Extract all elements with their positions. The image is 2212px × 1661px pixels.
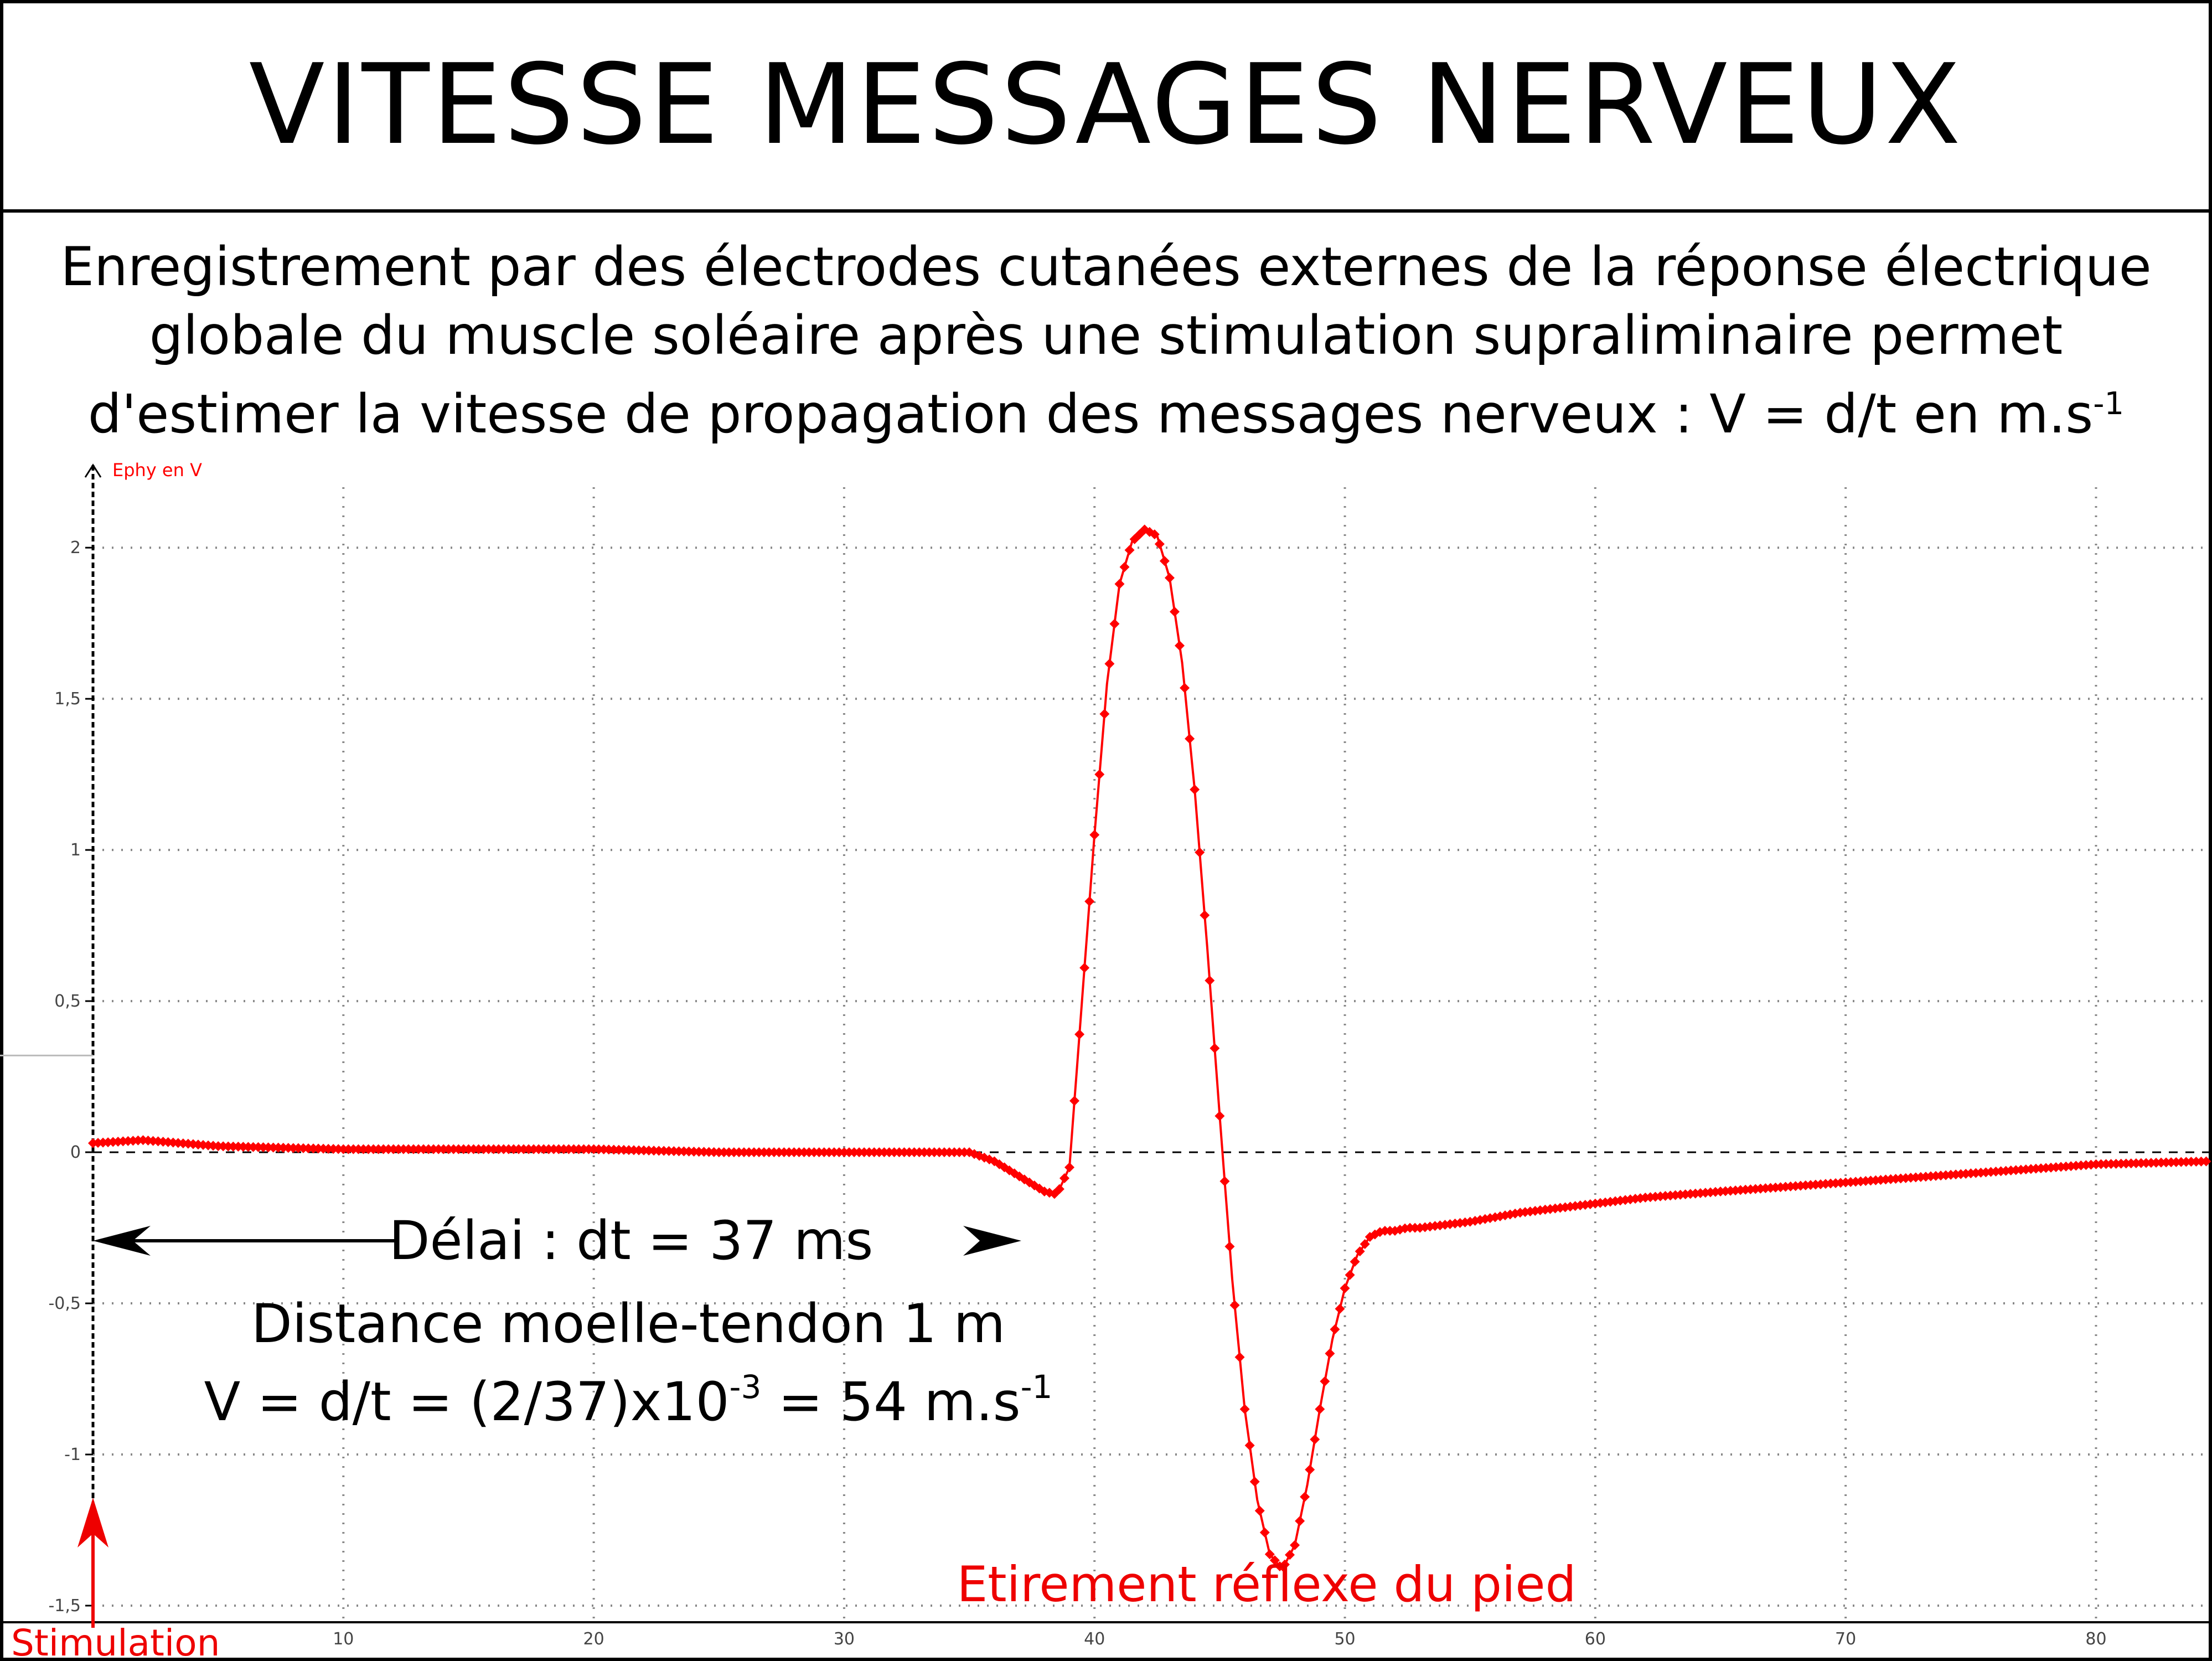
description-line-3-main: d'estimer la vitesse de propagation des messages nerveux : V = d/t en m.s: [87, 383, 2094, 445]
data-point: [1185, 734, 1195, 744]
data-point: [1310, 1435, 1320, 1445]
grid-layer: [93, 487, 2209, 1622]
data-point: [1335, 1304, 1345, 1314]
data-point: [1195, 848, 1205, 858]
data-point: [1295, 1516, 1305, 1526]
data-point: [1230, 1300, 1240, 1310]
annotation-layer: [11, 1210, 1576, 1661]
data-point: [1290, 1540, 1300, 1550]
data-point: [1345, 1270, 1355, 1280]
data-point: [1104, 659, 1114, 669]
data-point: [1120, 562, 1130, 572]
data-point: [1180, 683, 1190, 693]
y-tick-label: 2: [70, 538, 81, 558]
data-point: [1200, 910, 1210, 920]
x-tick-label: 20: [583, 1629, 604, 1649]
data-point: [1300, 1492, 1310, 1502]
y-tick-label: -1,5: [48, 1596, 81, 1616]
data-point: [1155, 539, 1165, 549]
data-point: [1089, 830, 1099, 840]
data-point: [1205, 976, 1214, 986]
x-tick-label: 30: [833, 1629, 855, 1649]
data-point: [1260, 1528, 1270, 1538]
y-tick-label: -1: [64, 1445, 81, 1465]
data-point: [1240, 1404, 1250, 1414]
x-tick-label: 10: [333, 1629, 354, 1649]
velocity-label: [204, 1368, 1053, 1433]
y-tick-label: 0: [70, 1143, 81, 1163]
data-point: [1250, 1477, 1260, 1487]
data-point: [1064, 1162, 1074, 1172]
x-tick-label: 80: [2085, 1629, 2107, 1649]
data-point: [1224, 1241, 1234, 1251]
velocity-main: V = d/t = (2/37)x10: [204, 1371, 730, 1433]
data-point: [1175, 641, 1185, 651]
description-line-1: Enregistrement par des électrodes cutanées externes de la réponse électrique: [60, 236, 2152, 298]
data-point: [1190, 785, 1200, 795]
description: [22, 233, 2190, 448]
x-tick-label: 50: [1334, 1629, 1356, 1649]
data-point: [1094, 770, 1104, 780]
data-point: [1165, 573, 1175, 583]
data-point: [1114, 579, 1124, 589]
x-tick-label: 70: [1835, 1629, 1857, 1649]
data-point: [1340, 1283, 1350, 1293]
data-point: [1084, 896, 1094, 906]
data-point: [1235, 1352, 1245, 1362]
axes-layer: [0, 460, 2212, 1649]
chart-svg: [0, 454, 2212, 1661]
description-line-2: globale du muscle soléaire après une stimulation supraliminaire permet: [149, 305, 2063, 367]
data-point: [1245, 1441, 1255, 1451]
data-point: [1109, 619, 1119, 629]
data-point: [1219, 1176, 1229, 1186]
data-point: [1060, 1173, 1069, 1183]
stimulation-label: Stimulation: [11, 1622, 220, 1661]
data-point: [1160, 556, 1170, 566]
data-point: [1315, 1404, 1325, 1414]
x-tick-label: 60: [1584, 1629, 1606, 1649]
distance-label: Distance moelle-tendon 1 m: [251, 1293, 1006, 1355]
y-tick-label: -0,5: [48, 1294, 81, 1314]
description-line-3: [22, 370, 2190, 448]
y-tick-label: 1: [70, 840, 81, 860]
velocity-exp: -3: [729, 1368, 762, 1406]
data-point: [1069, 1096, 1079, 1106]
reflex-label: Etirement réflexe du pied: [957, 1556, 1577, 1613]
data-point: [1170, 607, 1180, 617]
data-point: [1255, 1506, 1265, 1516]
y-tick-label: 0,5: [54, 992, 81, 1012]
page-title: VITESSE MESSAGES NERVEUX: [249, 40, 1963, 169]
delay-arrow-right-head: [963, 1226, 1021, 1256]
data-point: [1079, 963, 1089, 973]
data-point: [1330, 1324, 1340, 1334]
data-point: [1125, 545, 1135, 555]
x-tick-label: 40: [1084, 1629, 1105, 1649]
chart-area: [0, 454, 2212, 1661]
delay-label: Délai : dt = 37 ms: [389, 1210, 874, 1272]
velocity-tail: = 54 m.s: [761, 1371, 1021, 1433]
data-point: [1320, 1376, 1330, 1386]
title-box: [0, 0, 2212, 213]
data-point: [1214, 1111, 1224, 1121]
data-point: [1099, 709, 1109, 719]
y-axis-label: Ephy en V: [112, 460, 202, 481]
data-point: [1210, 1043, 1219, 1053]
data-point: [1074, 1029, 1084, 1039]
data-point: [1325, 1349, 1335, 1359]
data-point: [1350, 1257, 1360, 1267]
data-point: [1305, 1464, 1315, 1474]
velocity-unit-exp: -1: [1020, 1368, 1053, 1406]
y-tick-label: 1,5: [54, 689, 81, 709]
description-line-3-sup: -1: [2093, 386, 2125, 422]
